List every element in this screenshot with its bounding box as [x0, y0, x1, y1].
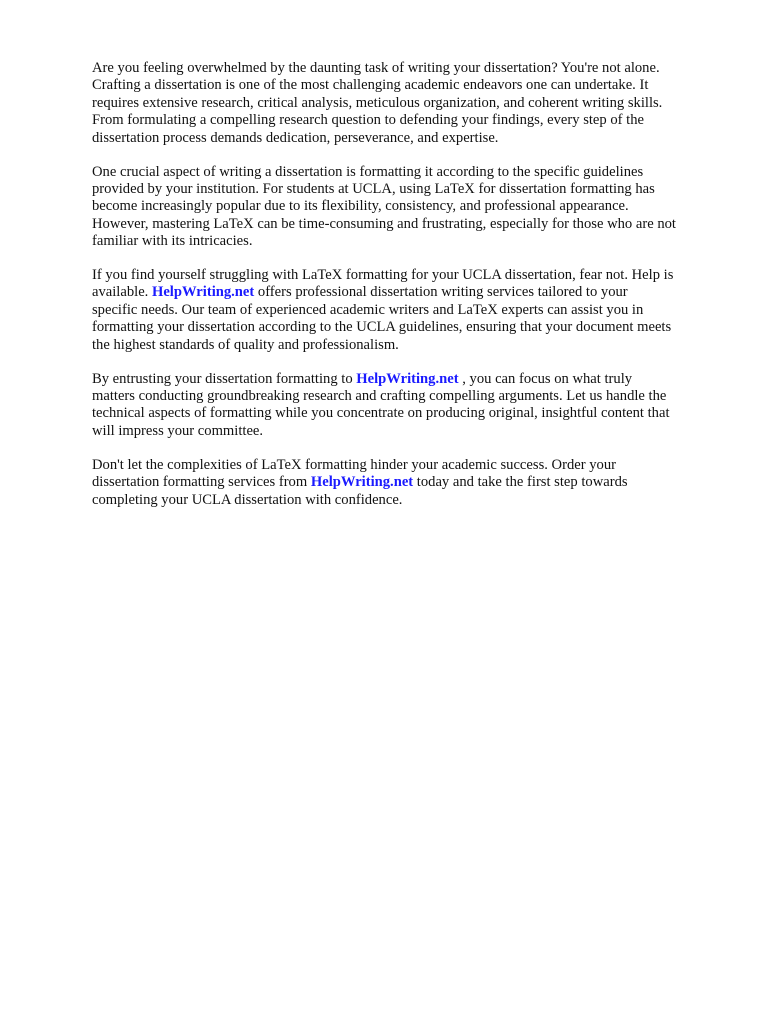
helpwriting-link[interactable]: HelpWriting.net [310, 474, 414, 491]
paragraph-entrusting [92, 371, 720, 441]
paragraph-help-available [92, 267, 720, 354]
document-page [92, 60, 720, 525]
paragraph-text: If you find yourself struggling with LaTeX formatting for your UCLA dissertation, fear not. Help is available. [92, 267, 674, 301]
paragraph-text: today and take the first step towards completing your UCLA dissertation with confidence. [92, 474, 628, 508]
paragraph-call-to-action [92, 457, 720, 509]
paragraph-text: By entrusting your dissertation formatting to [92, 370, 357, 387]
paragraph-intro: Are you feeling overwhelmed by the daunting task of writing your dissertation? You're not alone. Crafting a dissertation is one of the most challenging academic endeavors one can undertake. It requires extensive research, critical analysis, meticulous organization, and coherent writing skills. From formulating a compelling research question to defending your findings, every step of the dissertation process demands dedication, perseverance, and expertise. [92, 60, 663, 146]
helpwriting-link[interactable]: HelpWriting.net [356, 370, 459, 387]
paragraph-text: offers professional dissertation writing services tailored to your specific needs. Our team of experienced academic writers and LaTeX experts can assist you in formatting your dissertation according to the UCLA guidelines, ensuring that your document meets the highest standards of quality and professionalism. [92, 284, 672, 353]
helpwriting-link[interactable]: HelpWriting.net [151, 284, 255, 301]
paragraph-text: Don't let the complexities of LaTeX formatting hinder your academic success. Order your dissertation formatting services from [92, 456, 616, 491]
paragraph-latex-formatting: One crucial aspect of writing a dissertation is formatting it according to the specific guidelines provided by your institution. For students at UCLA, using LaTeX for dissertation formatting has become increasingly popular due to its flexibility, consistency, and professional appearance. However, mastering LaTeX can be time-consuming and frustrating, especially for those who are not familiar with its intricacies. [92, 163, 676, 250]
paragraph-text: , you can focus on what truly matters conducting groundbreaking research and crafting compelling arguments. Let us handle the technical aspects of formatting while you concentrate on producing original, insightful content that will impress your committee. [92, 370, 670, 439]
